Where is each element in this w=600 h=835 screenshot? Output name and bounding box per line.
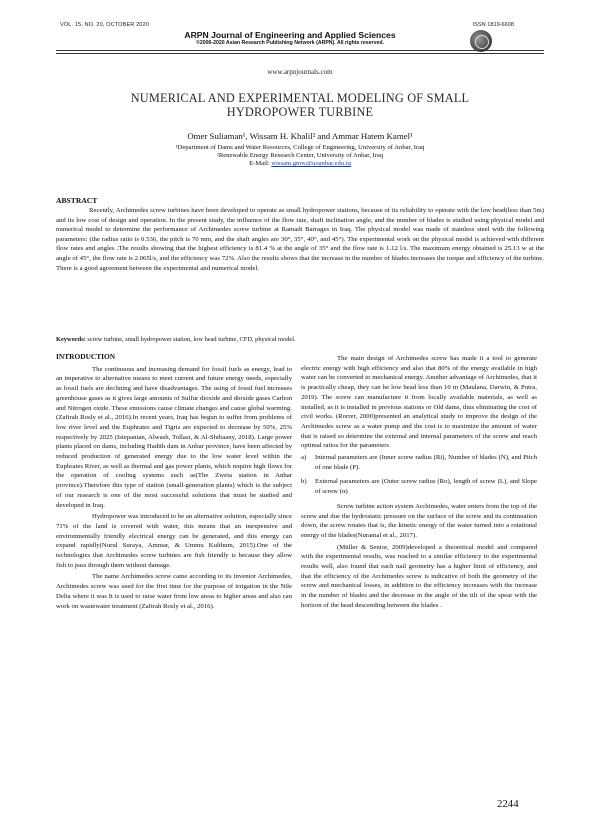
volume-issue: VOL. 15, NO. 20, OCTOBER 2020: [60, 22, 149, 28]
header-rule-top: [56, 50, 544, 51]
keywords-label: Keywords:: [56, 336, 86, 343]
arpn-seal-icon: [470, 30, 492, 52]
list-item-a: [301, 453, 537, 472]
email-label: E-Mail:: [249, 160, 272, 167]
list-item-b-text: External parameters are (Outer screw radius (Ro), length of screw (L), and Slope of screw (α): [315, 478, 537, 496]
right-paragraph-3: (Müller & Senior, 2009)developed a theoretical model and compared with the experimental results, was reached to a similar efficiency to the experimental results well, also found that each nail geometry has a higher limit of efficiency, and that the efficiency of the Archimedes screw is indicative of both the geometry of the screw and mechanical losses, in addition to the efficiency increases with the increase in the number of blades and the decrease in the angle of the tilt of the spear with the horizon of the head descending between the blades .: [301, 543, 537, 609]
introduction-heading: INTRODUCTION: [56, 352, 116, 361]
journal-website-link[interactable]: www.arpnjournals.com: [267, 68, 333, 76]
page-number: 2244: [497, 798, 519, 810]
list-item-b-marker: b): [301, 478, 307, 486]
paper-title-line2: HYDROPOWER TURBINE: [226, 105, 374, 119]
intro-paragraph-2: Hydropower was introduced to be an alternative solution, especially since 71% of the land is covered with water, this means that an inexpensive and environmentally friendly electrical energy can be generated, and this energy can expand rapidly(Nurul Suraya, Ammar, & Ummu Kulthum, 2015).One of the technologies that Archimedes screw turbines are fish friendly is because they allow fish to pass through them without damage.: [56, 513, 292, 569]
list-item-a-marker: a): [301, 454, 307, 462]
left-column: [56, 352, 292, 613]
keywords: [56, 336, 544, 343]
keywords-text: screw turbine, small hydropower station, low head turbine, CFD, physical model.: [85, 336, 296, 343]
abstract-body: Recently, Archimedes screw turbines have been developed to operate as small hydropower stations, because of its reliability to operate with the low head(less than 5m) and its low cost of design and operation. In the present study, the influence of the flow rate, shaft inclination angle, and the number of blades is studied using physical model and numerical model to determine the performance of Archimedes screw turbine at Ramadi Barrages in Iraq. The physical model was made of stainless steel with the following parameters: (the radius ratio is 0.536, the pitch is 70 mm, and the shaft angles are 30°, 35°, 40°, and 45°). The experimental work on the physical model is achieved with different flow rates and angles .The results showing that the highest efficiency is 81.4 % at the angle of 35° and the flow rate is 1.12 l/s. The maximum energy obtained is 25.13 w at the angle of 45°, the flow rate is 2.065l/s, and the efficiency was 72%. Also the results shows that the increase in the number of blades increases the torque and efficiency of the turbine. There is a good agreement between the experimental and numerical model.: [56, 207, 544, 272]
header-rule-bottom: [56, 53, 544, 54]
intro-paragraph-3: The name Archimedes screw came according to its inventor Archimedes, Archimedes screw was used for the first time for the purpose of irrigation in the Nile Delta where it was It is used to raise water from low areas to higher areas and also can work on wastewater treatment (Zafirah Rosly et al., 2016).: [56, 573, 292, 610]
paper-title: [60, 91, 540, 119]
list-item-b: [301, 477, 537, 496]
list-item-a-text: Internal parameters are (Inner screw radius (Ri), Number of blades (N), and Pitch of one blade (P).: [315, 454, 537, 471]
email-link[interactable]: wissam.gmw@uoanbar.edu.iq: [271, 160, 351, 167]
right-paragraph-2: Screw turbine action system Archimedes, water enters from the top of the screw and due the hydrostatic pressure on the surface of the screw and its continuation down, the screw rotates that is, the kinetic energy of the water turned into a rotational energy of the blades(Nuramal et al., 2017).: [301, 502, 537, 539]
right-column: [301, 354, 537, 613]
issn: ISSN 1819-6608: [472, 22, 514, 28]
paper-title-line1: NUMERICAL AND EXPERIMENTAL MODELING OF SMALL: [130, 91, 470, 105]
affiliation-1: ¹Department of Dams and Water Resources, College of Engineering, University of Anbar, Iraq: [175, 144, 425, 151]
author-list: Omer Suliaman¹, Wissam H. Khalil² and Ammar Hatem Kamel¹: [187, 131, 413, 141]
right-paragraph-1: The main design of Archimedes screw has made it a tool to generate electric energy with high efficiency and also that 80% of the energy available in high water can be converted to mechanical energy. Another advantage of Archimedes, that it is practically cheap, they can be low head less than 10 m (Maulana, Darwin, & Putra, 2019). The screw can manufacture it from locally available materials, as well as installed, as it is installed in previous stations or Old dams, thus eliminating the cost of civil works. (Rorrer, 2000)presented an analytical study to improve the design of the Archimedes screw as a water pump and the cost is to maximize the amount of water that is raised so determine the external and internal parameters of the screw and reach optimal ratios for the parameters: [301, 355, 537, 450]
contact-email: [0, 160, 600, 168]
abstract-heading: ABSTRACT: [56, 196, 98, 205]
copyright-notice: ©2006-2020 Asian Research Publishing Network (ARPN). All rights reserved.: [196, 40, 384, 46]
intro-paragraph-1: The continuous and increasing demand for fossil fuels as energy, lead to an imperative to alternative means to meet current and future energy needs, especially as fossil fuels are declining and have disadvantages. The using of fossil fuel increases greenhouse gases as it gives large amounts of Sulfur dioxide and dioxide gases Carbon and Nitrogen oxide. These emissions cause climate changes and cause global warming.(Zafirah Rosly et al., 2016).In recent years, Iraq has begun to suffer from problems of low river level and the Euphrates and Tigris are expected to decrease by 50%, 25% respectively by 2025 (Istepanian, Alwash, Tollast, & Al-Shibaany, 2018). Large power plants placed on dams, including Hadith dam in Anbar province, have been affected by reduced production of generated energy due to the low water level within the Euphrates River, as well as thermal and gas power plants, which require high flows for the operation of cooling systems such as(The Zweia station in Anbar province).Therefore this type of station (small-generation plants) which is the subject of our research is one of the most successful solutions that must be studied and developed in Iraq.: [56, 365, 292, 509]
affiliation-2: ²Renewable Energy Research Center, University of Anbar, Iraq: [216, 152, 384, 159]
journal-name: ARPN Journal of Engineering and Applied Sciences: [184, 30, 396, 40]
